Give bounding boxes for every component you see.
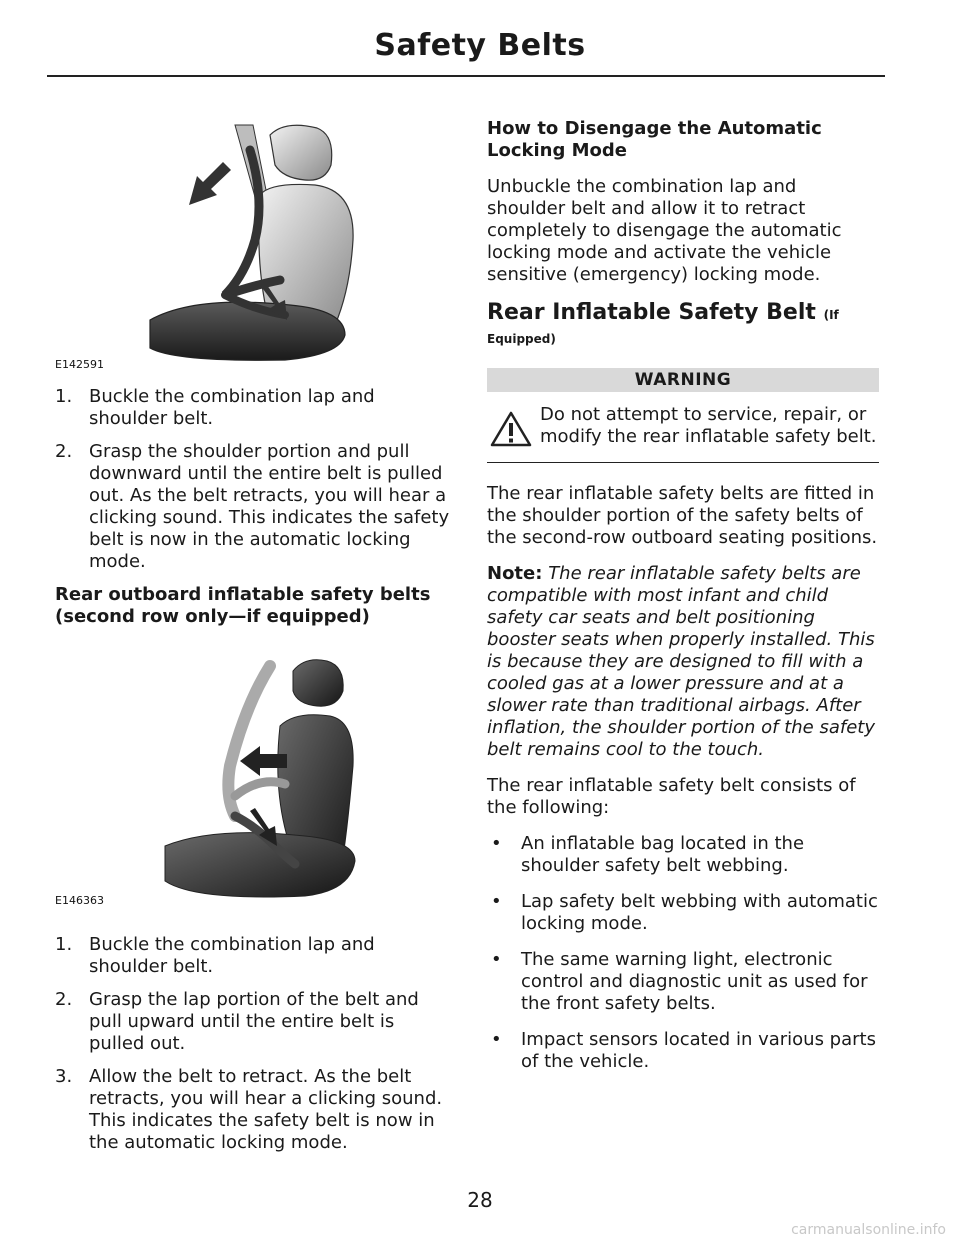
warning-triangle-icon — [489, 410, 533, 448]
right-column — [487, 110, 879, 1087]
steps-list-1 — [55, 386, 450, 573]
list-item: 2. Grasp the shoulder portion and pull downward until the entire belt is pulled out. As the belt retracts, you will hear a clicking sound. This indicates the safety belt is now in the automatic locking mode. — [55, 441, 450, 572]
list-item: • The same warning light, electronic control and diagnostic unit as used for the front safety belts. — [487, 949, 879, 1015]
page-title: Safety Belts — [374, 28, 586, 63]
section-heading: Rear Inflatable Safety Belt (If — [487, 300, 839, 325]
figure-seat-lap-belt — [55, 646, 450, 908]
left-column — [55, 110, 450, 1165]
list-item: 3. Allow the belt to retract. As the belt retracts, you will hear a clicking sound. This indicates the safety belt is now in the automatic locking mode. — [55, 1066, 443, 1153]
section-subheading: Rear outboard inflatable safety belts (second row only—if equipped) — [55, 584, 431, 627]
warning-text: Do not attempt to service, repair, or modify the rear inflatable safety belt. — [540, 404, 877, 447]
note-paragraph: Note: The rear inflatable safety belts are compatible with most infant and child safety car seats and belt positioning booster seats when properly installed. This is because they are designed to fill with a cooled gas at a lower pressure and at a slower rate than traditional airbags. After inflation, the shoulder portion of the safety belt remains cool to the touch. — [487, 563, 875, 760]
list-item: 1. Buckle the combination lap and shoulder belt. — [55, 386, 375, 429]
page-number: 28 — [467, 1188, 493, 1212]
steps-list-2 — [55, 934, 450, 1154]
list-item: 1. Buckle the combination lap and shoulder belt. — [55, 934, 375, 977]
section-subheading: How to Disengage the Automatic Locking Mode — [487, 118, 822, 161]
warning-box — [487, 392, 879, 463]
figure-id: E142591 — [55, 358, 104, 371]
seat-illustration-2 — [55, 646, 450, 908]
figure-seat-shoulder-belt — [55, 110, 450, 372]
header-rule — [47, 75, 885, 77]
seat-illustration-1 — [55, 110, 450, 372]
list-item: 2. Grasp the lap portion of the belt and pull upward until the entire belt is pulled out. — [55, 989, 419, 1054]
list-item: • Impact sensors located in various parts of the vehicle. — [487, 1029, 879, 1073]
body-paragraph: The rear inflatable safety belt consists of the following: — [487, 775, 856, 818]
list-item: • Lap safety belt webbing with automatic locking mode. — [487, 891, 879, 935]
body-paragraph: The rear inflatable safety belts are fitted in the shoulder portion of the safety belts of the second-row outboard seating positions. — [487, 483, 878, 548]
section-heading-continued: Equipped) — [487, 332, 556, 346]
figure-id: E146363 — [55, 894, 104, 907]
list-item: • An inflatable bag located in the shoulder safety belt webbing. — [487, 833, 879, 877]
warning-label: WARNING — [487, 368, 879, 392]
body-paragraph: Unbuckle the combination lap and shoulder belt and allow it to retract completely to disengage the automatic locking mode and activate the vehicle sensitive (emergency) locking mode. — [487, 176, 842, 285]
bullet-list — [487, 833, 879, 1073]
watermark: carmanualsonline.info — [791, 1222, 946, 1238]
